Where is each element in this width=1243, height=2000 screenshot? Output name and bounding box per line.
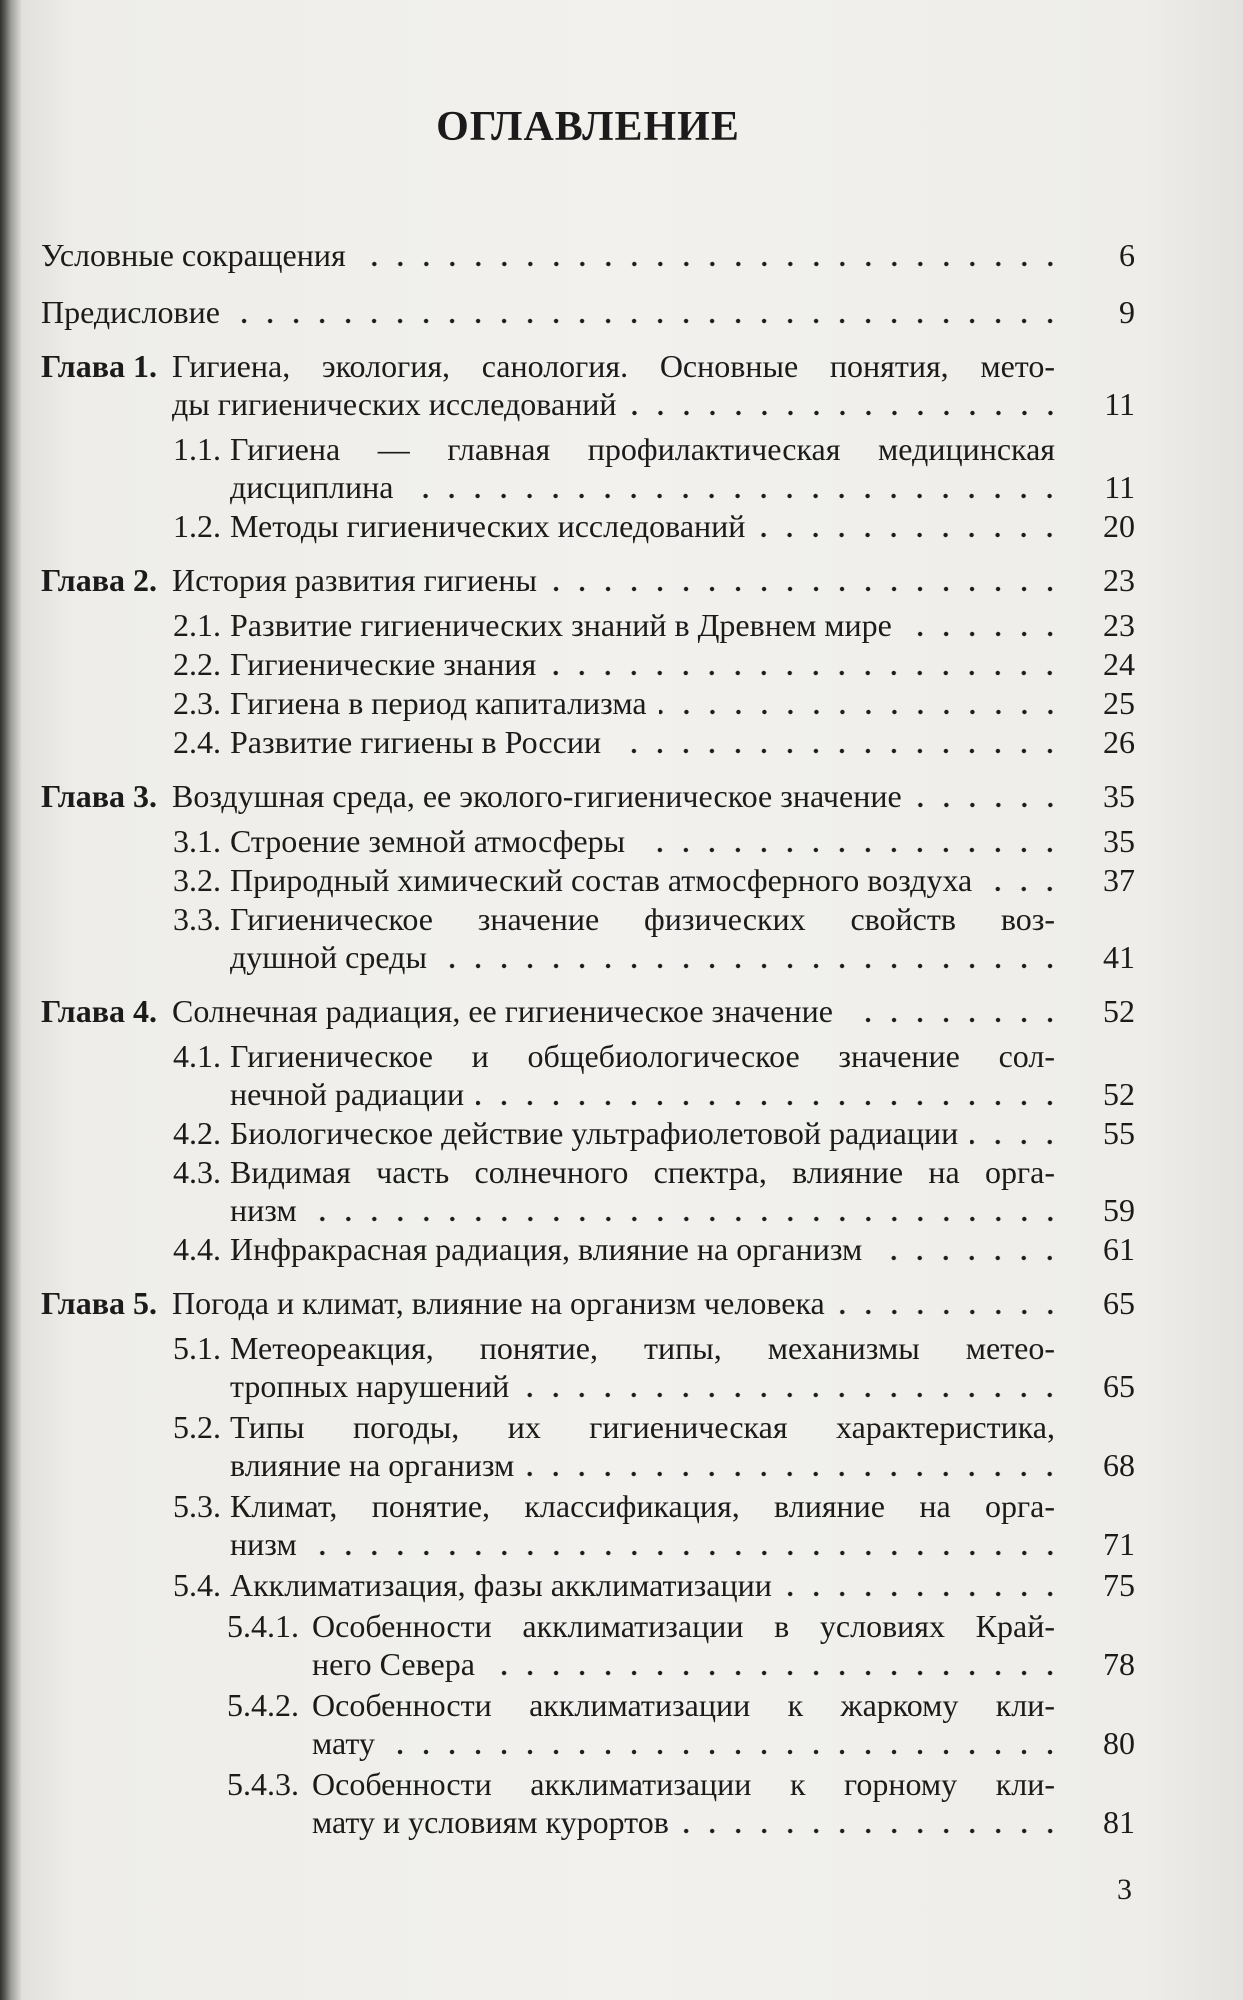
dot-leader	[549, 561, 1055, 599]
entry-page-number: 52	[1103, 993, 1135, 1029]
dot-leader	[521, 1367, 1055, 1405]
section-label: 3.2.	[173, 862, 221, 898]
dot-leader	[526, 1446, 1055, 1484]
entry-title-line: душной среды	[230, 939, 427, 975]
chapter-label: Глава 3.	[41, 778, 157, 814]
entry-title-line: Инфракрасная радиация, влияние на организм	[230, 1231, 863, 1267]
dot-leader	[476, 1075, 1055, 1113]
subsection-label: 5.4.2.	[227, 1687, 299, 1723]
entry-page-number: 78	[1103, 1646, 1135, 1682]
entry-title-line: Особенности акклиматизации к горному кли-	[312, 1766, 1055, 1802]
chapter-heading	[41, 347, 1135, 423]
section	[41, 1487, 1135, 1563]
entry-title-line: Биологическое действие ультрафиолетовой радиации	[230, 1115, 959, 1151]
chapter	[41, 777, 1135, 976]
subsection-label: 5.4.3.	[227, 1766, 299, 1802]
section-label: 2.2.	[173, 646, 221, 682]
entry-title-line: низм	[230, 1526, 297, 1562]
entry-title-line: Воздушная среда, ее эколого-гигиеническое значение	[172, 778, 902, 814]
entry-title-line: История развития гигиены	[172, 562, 537, 598]
dot-leader	[387, 1724, 1055, 1762]
entry-title-line: Гигиена — главная профилактическая медицинская	[230, 431, 1055, 467]
entry-title-line: Гигиена в период капитализма	[230, 685, 647, 721]
section	[41, 684, 1135, 722]
entry-page-number: 59	[1103, 1192, 1135, 1228]
entry-title-line: Гигиеническое значение физических свойств воз-	[230, 901, 1055, 937]
dot-leader	[309, 1525, 1055, 1563]
section-label: 1.2.	[173, 508, 221, 544]
entry-page-number: 80	[1103, 1725, 1135, 1761]
section	[41, 507, 1135, 545]
entry-title-line: Предисловие	[41, 294, 220, 330]
chapter	[41, 1284, 1135, 1841]
entry-page-number: 61	[1103, 1231, 1135, 1267]
chapter-heading	[41, 777, 1135, 815]
subsection	[41, 1607, 1135, 1683]
section-label: 1.1.	[173, 431, 221, 467]
entry-page-number: 65	[1103, 1285, 1135, 1321]
entry-page-number: 26	[1103, 724, 1135, 760]
dot-leader	[659, 684, 1055, 722]
toc-front-entry	[41, 293, 1135, 331]
dot-leader	[757, 507, 1055, 545]
entry-page-number: 81	[1103, 1804, 1135, 1840]
dot-leader	[904, 606, 1055, 644]
dot-leader	[784, 1566, 1055, 1604]
section	[41, 822, 1135, 860]
section-label: 4.1.	[173, 1038, 221, 1074]
section	[41, 430, 1135, 506]
entry-page-number: 20	[1103, 508, 1135, 544]
section-label: 4.3.	[173, 1154, 221, 1190]
entry-title-line: влияние на организм	[230, 1447, 515, 1483]
entry-page-number: 41	[1103, 939, 1135, 975]
entry-title-line: него Севера	[312, 1646, 475, 1682]
entry-title-line: Методы гигиенических исследований	[230, 508, 746, 544]
dot-leader	[358, 236, 1055, 274]
subsection	[41, 1686, 1135, 1762]
section	[41, 606, 1135, 644]
entry-title-line: низм	[230, 1192, 297, 1228]
section-label: 5.3.	[173, 1488, 221, 1524]
section	[41, 1153, 1135, 1229]
entry-page-number: 6	[1119, 237, 1135, 273]
section-label: 4.4.	[173, 1231, 221, 1267]
entry-page-number: 35	[1103, 823, 1135, 859]
book-page	[41, 0, 1135, 1841]
dot-leader	[845, 992, 1055, 1030]
toc-title: ОГЛАВЛЕНИЕ	[436, 104, 740, 150]
section	[41, 1037, 1135, 1113]
dot-leader	[837, 1284, 1055, 1322]
entry-title-line: Условные сокращения	[41, 237, 346, 273]
dot-leader	[487, 1645, 1055, 1683]
dot-leader	[439, 938, 1055, 976]
entry-page-number: 9	[1119, 294, 1135, 330]
section-label: 5.4.	[173, 1567, 221, 1603]
subsection	[41, 1765, 1135, 1841]
chapter	[41, 992, 1135, 1268]
dot-leader	[914, 777, 1055, 815]
chapter-label: Глава 4.	[41, 993, 157, 1029]
chapter	[41, 561, 1135, 761]
entry-page-number: 55	[1103, 1115, 1135, 1151]
page-spine-shadow	[0, 0, 22, 2000]
section-label: 3.3.	[173, 901, 221, 937]
entry-page-number: 23	[1103, 607, 1135, 643]
entry-title-line: Солнечная радиация, ее гигиеническое значение	[172, 993, 833, 1029]
chapter	[41, 347, 1135, 545]
section-label: 3.1.	[173, 823, 221, 859]
entry-page-number: 37	[1103, 862, 1135, 898]
entry-title-line: мату	[312, 1725, 375, 1761]
entry-title-line: ды гигиенических исследований	[172, 386, 617, 422]
table-of-contents	[41, 236, 1135, 1841]
entry-page-number: 25	[1103, 685, 1135, 721]
entry-title-line: нечной радиации	[230, 1076, 465, 1112]
chapter-label: Глава 2.	[41, 562, 157, 598]
section-label: 2.4.	[173, 724, 221, 760]
entry-title-line: Метеореакция, понятие, типы, механизмы метео-	[230, 1330, 1055, 1366]
section	[41, 900, 1135, 976]
dot-leader	[548, 645, 1055, 683]
entry-page-number: 23	[1103, 562, 1135, 598]
entry-page-number: 75	[1103, 1567, 1135, 1603]
entry-title-line: Гигиенические знания	[230, 646, 537, 682]
entry-title-line: дисциплина	[230, 469, 394, 505]
section-label: 2.1.	[173, 607, 221, 643]
chapter-label: Глава 5.	[41, 1285, 157, 1321]
dot-leader	[613, 723, 1055, 761]
entry-title-line: Видимая часть солнечного спектра, влияние на орга-	[230, 1154, 1055, 1190]
entry-title-line: Развитие гигиенических знаний в Древнем мире	[230, 607, 892, 643]
entry-page-number: 11	[1104, 469, 1135, 505]
section-label: 5.1.	[173, 1330, 221, 1366]
chapter-heading	[41, 561, 1135, 599]
section	[41, 645, 1135, 683]
chapter-label: Глава 1.	[41, 348, 157, 384]
entry-title-line: мату и условиям курортов	[312, 1804, 669, 1840]
dot-leader	[309, 1191, 1055, 1229]
dot-leader	[629, 385, 1055, 423]
section	[41, 1408, 1135, 1484]
dot-leader	[681, 1803, 1055, 1841]
entry-page-number: 52	[1103, 1076, 1135, 1112]
section	[41, 861, 1135, 899]
entry-title-line: Гигиена, экология, санология. Основные понятия, мето-	[172, 348, 1055, 384]
section-label: 2.3.	[173, 685, 221, 721]
dot-leader	[874, 1230, 1055, 1268]
entry-page-number: 11	[1104, 386, 1135, 422]
section-label: 5.2.	[173, 1409, 221, 1445]
entry-title-line: Акклиматизация, фазы акклиматизации	[230, 1567, 772, 1603]
subsection-label: 5.4.1.	[227, 1608, 299, 1644]
section-label: 4.2.	[173, 1115, 221, 1151]
entry-title-line: Гигиеническое и общебиологическое значение сол-	[230, 1038, 1055, 1074]
entry-title-line: Строение земной атмосферы	[230, 823, 626, 859]
subsection-list	[41, 1607, 1135, 1841]
toc-front-entry	[41, 236, 1135, 274]
entry-title-line: Развитие гигиены в России	[230, 724, 602, 760]
section	[41, 1566, 1135, 1604]
section	[41, 1114, 1135, 1152]
entry-page-number: 71	[1103, 1526, 1135, 1562]
dot-leader	[637, 822, 1055, 860]
entry-page-number: 35	[1103, 778, 1135, 814]
entry-title-line: Климат, понятие, классификация, влияние на орга-	[230, 1488, 1055, 1524]
chapter-heading	[41, 992, 1135, 1030]
entry-page-number: 65	[1103, 1368, 1135, 1404]
dot-leader	[232, 293, 1055, 331]
chapter-heading	[41, 1284, 1135, 1322]
section	[41, 1230, 1135, 1268]
section	[41, 1329, 1135, 1405]
entry-title-line: Природный химический состав атмосферного воздуха	[230, 862, 973, 898]
entry-title-line: Погода и климат, влияние на организм человека	[172, 1285, 825, 1321]
dot-leader	[405, 468, 1055, 506]
dot-leader	[970, 1114, 1055, 1152]
entry-page-number: 24	[1103, 646, 1135, 682]
section	[41, 723, 1135, 761]
entry-page-number: 68	[1103, 1447, 1135, 1483]
dot-leader	[984, 861, 1055, 899]
entry-title-line: Особенности акклиматизации к жаркому кли-	[312, 1687, 1055, 1723]
entry-title-line: тропных нарушений	[230, 1368, 510, 1404]
entry-title-line: Типы погоды, их гигиеническая характеристика,	[230, 1409, 1055, 1445]
entry-title-line: Особенности акклиматизации в условиях Край-	[312, 1608, 1055, 1644]
page-number: 3	[1117, 1873, 1132, 1906]
